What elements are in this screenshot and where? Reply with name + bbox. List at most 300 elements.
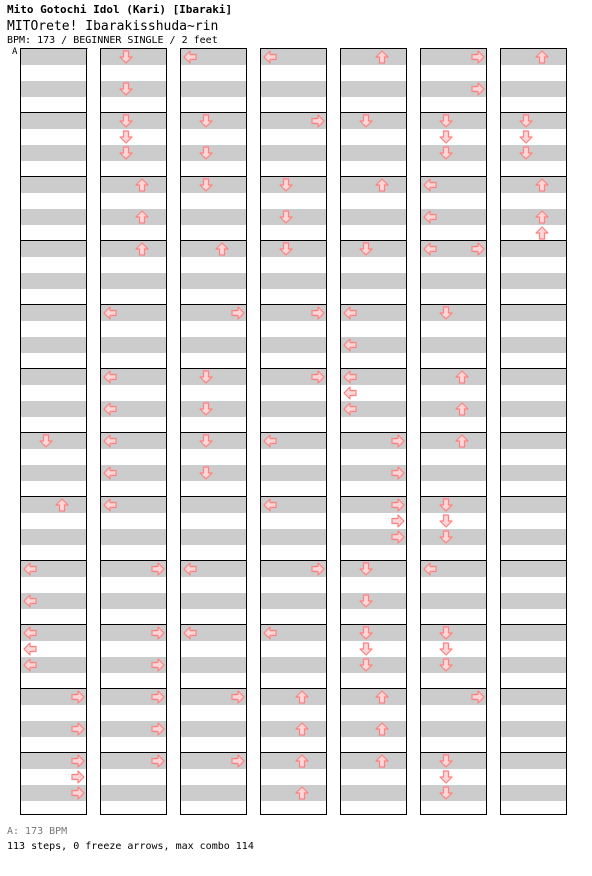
measure-line <box>21 304 86 305</box>
measure-line <box>341 112 406 113</box>
measure-line <box>501 752 566 753</box>
arrow-down-icon <box>119 82 133 96</box>
beat-band <box>341 113 406 129</box>
measure-line <box>21 752 86 753</box>
beat-band <box>501 241 566 257</box>
arrow-up-icon <box>295 754 309 768</box>
arrow-down-icon <box>199 434 213 448</box>
arrow-left-icon <box>103 370 117 384</box>
beat-band <box>101 785 166 801</box>
beat-band <box>101 209 166 225</box>
arrow-right-icon <box>71 754 85 768</box>
measure-line <box>341 688 406 689</box>
arrow-down-icon <box>439 530 453 544</box>
beat-band <box>101 241 166 257</box>
beat-band <box>501 401 566 417</box>
measure-line <box>261 176 326 177</box>
beat-band <box>421 785 486 801</box>
chart-info: BPM: 173 / BEGINNER SINGLE / 2 feet <box>7 35 218 46</box>
arrow-left-icon <box>263 50 277 64</box>
arrow-left-icon <box>423 562 437 576</box>
beat-band <box>501 49 566 65</box>
arrow-up-icon <box>135 210 149 224</box>
measure-line <box>261 432 326 433</box>
measure-line <box>421 176 486 177</box>
beat-band <box>261 337 326 353</box>
beat-band <box>341 241 406 257</box>
arrow-down-icon <box>199 370 213 384</box>
measure-line <box>501 496 566 497</box>
beat-band <box>341 689 406 705</box>
beat-band <box>101 145 166 161</box>
arrow-left-icon <box>423 178 437 192</box>
arrow-up-icon <box>375 754 389 768</box>
arrow-up-icon <box>295 690 309 704</box>
arrow-left-icon <box>183 562 197 576</box>
measure-line <box>101 368 166 369</box>
arrow-left-icon <box>343 386 357 400</box>
measure-line <box>341 624 406 625</box>
beat-band <box>501 497 566 513</box>
beat-band <box>421 753 486 769</box>
arrow-down-icon <box>439 114 453 128</box>
measure-line <box>101 112 166 113</box>
arrow-right-icon <box>231 306 245 320</box>
arrow-down-icon <box>359 626 373 640</box>
beat-band <box>181 145 246 161</box>
measure-line <box>261 752 326 753</box>
arrow-down-icon <box>439 514 453 528</box>
beat-band <box>341 593 406 609</box>
arrow-right-icon <box>71 690 85 704</box>
measure-line <box>181 112 246 113</box>
measure-line <box>261 304 326 305</box>
measure-line <box>101 432 166 433</box>
beat-band <box>341 721 406 737</box>
beat-band <box>421 497 486 513</box>
arrow-down-icon <box>39 434 53 448</box>
arrow-down-icon <box>439 626 453 640</box>
measure-line <box>341 496 406 497</box>
beat-band <box>501 145 566 161</box>
beat-band <box>421 369 486 385</box>
beat-band <box>21 49 86 65</box>
arrow-down-icon <box>199 114 213 128</box>
arrow-up-icon <box>535 226 549 240</box>
beat-band <box>421 145 486 161</box>
measure-line <box>421 688 486 689</box>
beat-band <box>501 529 566 545</box>
measure-line <box>421 624 486 625</box>
bpm-marker-label: A <box>12 47 18 57</box>
measure-line <box>261 624 326 625</box>
beat-band <box>261 753 326 769</box>
arrow-down-icon <box>119 50 133 64</box>
measure-line <box>261 688 326 689</box>
beat-band <box>501 465 566 481</box>
beat-band <box>101 529 166 545</box>
beat-band <box>21 337 86 353</box>
beat-band <box>181 529 246 545</box>
arrow-down-icon <box>439 306 453 320</box>
measure-line <box>501 176 566 177</box>
bpm-legend: A: 173 BPM <box>7 826 68 837</box>
arrow-right-icon <box>391 514 405 528</box>
beat-band <box>181 433 246 449</box>
measure-line <box>501 368 566 369</box>
measure-line <box>101 624 166 625</box>
chart-column <box>420 48 487 815</box>
arrow-up-icon <box>535 210 549 224</box>
arrow-left-icon <box>103 498 117 512</box>
beat-band <box>181 721 246 737</box>
beat-band <box>421 305 486 321</box>
arrow-down-icon <box>359 642 373 656</box>
beat-band <box>501 177 566 193</box>
beat-band <box>21 81 86 97</box>
beat-band <box>101 81 166 97</box>
arrow-right-icon <box>71 722 85 736</box>
beat-band <box>421 657 486 673</box>
arrow-down-icon <box>199 146 213 160</box>
measure-line <box>21 560 86 561</box>
measure-line <box>421 240 486 241</box>
arrow-right-icon <box>311 370 325 384</box>
beat-band <box>181 369 246 385</box>
arrow-right-icon <box>71 786 85 800</box>
measure-line <box>261 112 326 113</box>
beat-band <box>101 593 166 609</box>
measure-line <box>501 624 566 625</box>
beat-band <box>101 337 166 353</box>
beat-band <box>501 209 566 225</box>
measure-line <box>261 368 326 369</box>
beat-band <box>21 529 86 545</box>
arrow-left-icon <box>263 498 277 512</box>
beat-band <box>261 657 326 673</box>
arrow-right-icon <box>231 690 245 704</box>
arrow-down-icon <box>359 594 373 608</box>
beat-band <box>501 81 566 97</box>
arrow-left-icon <box>263 626 277 640</box>
beat-band <box>181 209 246 225</box>
beat-band <box>501 433 566 449</box>
beat-band <box>501 593 566 609</box>
measure-line <box>421 304 486 305</box>
arrow-left-icon <box>103 466 117 480</box>
arrow-left-icon <box>23 594 37 608</box>
measure-line <box>181 368 246 369</box>
arrow-up-icon <box>375 722 389 736</box>
beat-band <box>501 657 566 673</box>
measure-line <box>341 304 406 305</box>
arrow-down-icon <box>359 658 373 672</box>
chart-column <box>180 48 247 815</box>
arrow-left-icon <box>183 50 197 64</box>
measure-line <box>341 240 406 241</box>
beat-band <box>21 273 86 289</box>
beat-band <box>261 241 326 257</box>
beat-band <box>181 401 246 417</box>
beat-band <box>181 337 246 353</box>
measure-line <box>101 688 166 689</box>
measure-line <box>421 496 486 497</box>
measure-line <box>421 432 486 433</box>
beat-band <box>21 401 86 417</box>
arrow-down-icon <box>439 658 453 672</box>
arrow-up-icon <box>375 178 389 192</box>
beat-band <box>341 209 406 225</box>
beat-band <box>501 337 566 353</box>
measure-line <box>181 624 246 625</box>
beat-band <box>341 785 406 801</box>
arrow-down-icon <box>199 402 213 416</box>
arrow-left-icon <box>23 642 37 656</box>
arrow-left-icon <box>103 402 117 416</box>
arrow-up-icon <box>215 242 229 256</box>
beat-band <box>501 561 566 577</box>
arrow-right-icon <box>391 434 405 448</box>
beat-band <box>501 273 566 289</box>
arrow-right-icon <box>151 722 165 736</box>
beat-band <box>101 177 166 193</box>
beat-band <box>341 49 406 65</box>
arrow-down-icon <box>439 498 453 512</box>
measure-line <box>21 240 86 241</box>
measure-line <box>181 304 246 305</box>
arrow-up-icon <box>375 690 389 704</box>
beat-band <box>341 145 406 161</box>
beat-band <box>341 625 406 641</box>
beat-band <box>341 753 406 769</box>
arrow-right-icon <box>151 626 165 640</box>
beat-band <box>181 593 246 609</box>
measure-line <box>501 688 566 689</box>
arrow-up-icon <box>295 722 309 736</box>
arrow-down-icon <box>119 114 133 128</box>
beat-band <box>181 113 246 129</box>
beat-band <box>421 273 486 289</box>
beat-band <box>341 81 406 97</box>
arrow-down-icon <box>279 242 293 256</box>
beat-band <box>21 305 86 321</box>
arrow-left-icon <box>103 306 117 320</box>
arrow-down-icon <box>279 210 293 224</box>
beat-band <box>181 785 246 801</box>
arrow-down-icon <box>359 114 373 128</box>
measure-line <box>101 240 166 241</box>
arrow-left-icon <box>343 306 357 320</box>
measure-line <box>21 368 86 369</box>
arrow-right-icon <box>471 690 485 704</box>
arrow-right-icon <box>231 754 245 768</box>
arrow-left-icon <box>103 434 117 448</box>
beat-band <box>421 401 486 417</box>
measure-line <box>421 368 486 369</box>
arrow-left-icon <box>23 562 37 576</box>
measure-line <box>21 432 86 433</box>
arrow-left-icon <box>183 626 197 640</box>
arrow-right-icon <box>471 82 485 96</box>
beat-band <box>501 721 566 737</box>
arrow-right-icon <box>471 50 485 64</box>
beat-band <box>181 241 246 257</box>
measure-line <box>181 432 246 433</box>
arrow-down-icon <box>119 146 133 160</box>
chart-column <box>260 48 327 815</box>
arrow-right-icon <box>151 562 165 576</box>
measure-line <box>181 560 246 561</box>
beat-band <box>421 113 486 129</box>
beat-band <box>261 401 326 417</box>
arrow-right-icon <box>151 658 165 672</box>
measure-line <box>181 688 246 689</box>
measure-line <box>501 240 566 241</box>
arrow-right-icon <box>391 530 405 544</box>
beat-band <box>181 273 246 289</box>
chart-column <box>500 48 567 815</box>
measure-line <box>181 240 246 241</box>
song-title: Mito Gotochi Idol (Kari) [Ibaraki] <box>7 3 233 16</box>
measure-line <box>101 176 166 177</box>
measure-line <box>101 752 166 753</box>
arrow-down-icon <box>439 786 453 800</box>
beat-band <box>261 529 326 545</box>
arrow-down-icon <box>519 146 533 160</box>
beat-band <box>421 337 486 353</box>
beat-band <box>261 209 326 225</box>
arrow-right-icon <box>151 754 165 768</box>
beat-band <box>501 369 566 385</box>
measure-line <box>341 432 406 433</box>
beat-band <box>181 497 246 513</box>
measure-line <box>261 560 326 561</box>
arrow-right-icon <box>391 466 405 480</box>
measure-line <box>341 560 406 561</box>
arrow-right-icon <box>471 242 485 256</box>
beat-band <box>261 81 326 97</box>
beat-band <box>21 497 86 513</box>
arrow-down-icon <box>439 770 453 784</box>
arrow-right-icon <box>151 690 165 704</box>
measure-line <box>21 624 86 625</box>
arrow-left-icon <box>343 402 357 416</box>
arrow-right-icon <box>391 498 405 512</box>
chart-column <box>340 48 407 815</box>
beat-band <box>341 657 406 673</box>
measure-line <box>101 496 166 497</box>
beat-band <box>261 721 326 737</box>
measure-line <box>421 752 486 753</box>
beat-band <box>261 785 326 801</box>
arrow-up-icon <box>135 178 149 192</box>
beat-band <box>21 177 86 193</box>
beat-band <box>501 753 566 769</box>
measure-line <box>261 496 326 497</box>
beat-band <box>21 113 86 129</box>
beat-band <box>421 721 486 737</box>
arrow-down-icon <box>279 178 293 192</box>
beat-band <box>261 465 326 481</box>
beat-band <box>341 561 406 577</box>
measure-line <box>21 688 86 689</box>
arrow-left-icon <box>23 626 37 640</box>
measure-line <box>101 560 166 561</box>
beat-band <box>261 273 326 289</box>
arrow-left-icon <box>423 210 437 224</box>
arrow-left-icon <box>23 658 37 672</box>
measure-line <box>501 432 566 433</box>
arrow-down-icon <box>439 130 453 144</box>
arrow-left-icon <box>423 242 437 256</box>
beat-band <box>421 433 486 449</box>
arrow-up-icon <box>455 370 469 384</box>
measure-line <box>421 560 486 561</box>
chart-column <box>20 48 87 815</box>
arrow-up-icon <box>135 242 149 256</box>
beat-band <box>181 657 246 673</box>
arrow-down-icon <box>199 466 213 480</box>
arrow-down-icon <box>519 114 533 128</box>
arrow-down-icon <box>439 146 453 160</box>
arrow-left-icon <box>343 370 357 384</box>
beat-band <box>21 369 86 385</box>
beat-band <box>261 145 326 161</box>
beat-band <box>421 465 486 481</box>
arrow-down-icon <box>439 754 453 768</box>
measure-line <box>501 112 566 113</box>
measure-line <box>21 176 86 177</box>
beat-band <box>501 305 566 321</box>
arrow-down-icon <box>359 562 373 576</box>
arrow-up-icon <box>455 402 469 416</box>
beat-band <box>21 433 86 449</box>
measure-line <box>101 304 166 305</box>
beat-band <box>101 49 166 65</box>
beat-band <box>261 593 326 609</box>
arrow-up-icon <box>535 50 549 64</box>
measure-line <box>21 112 86 113</box>
beat-band <box>101 113 166 129</box>
beat-band <box>181 81 246 97</box>
measure-line <box>421 112 486 113</box>
chart-column <box>100 48 167 815</box>
beat-band <box>341 273 406 289</box>
beat-band <box>501 625 566 641</box>
arrow-down-icon <box>119 130 133 144</box>
arrow-up-icon <box>55 498 69 512</box>
arrow-down-icon <box>359 242 373 256</box>
arrow-up-icon <box>455 434 469 448</box>
arrow-up-icon <box>375 50 389 64</box>
beat-band <box>181 177 246 193</box>
measure-line <box>341 752 406 753</box>
arrow-down-icon <box>519 130 533 144</box>
measure-line <box>261 240 326 241</box>
song-subtitle: MITOrete! Ibarakisshuda~rin <box>7 19 219 34</box>
measure-line <box>181 496 246 497</box>
measure-line <box>181 176 246 177</box>
beat-band <box>501 113 566 129</box>
arrow-right-icon <box>311 562 325 576</box>
beat-band <box>21 241 86 257</box>
beat-band <box>501 785 566 801</box>
measure-line <box>501 304 566 305</box>
arrow-left-icon <box>343 338 357 352</box>
measure-line <box>181 752 246 753</box>
beat-band <box>181 465 246 481</box>
arrow-up-icon <box>535 178 549 192</box>
